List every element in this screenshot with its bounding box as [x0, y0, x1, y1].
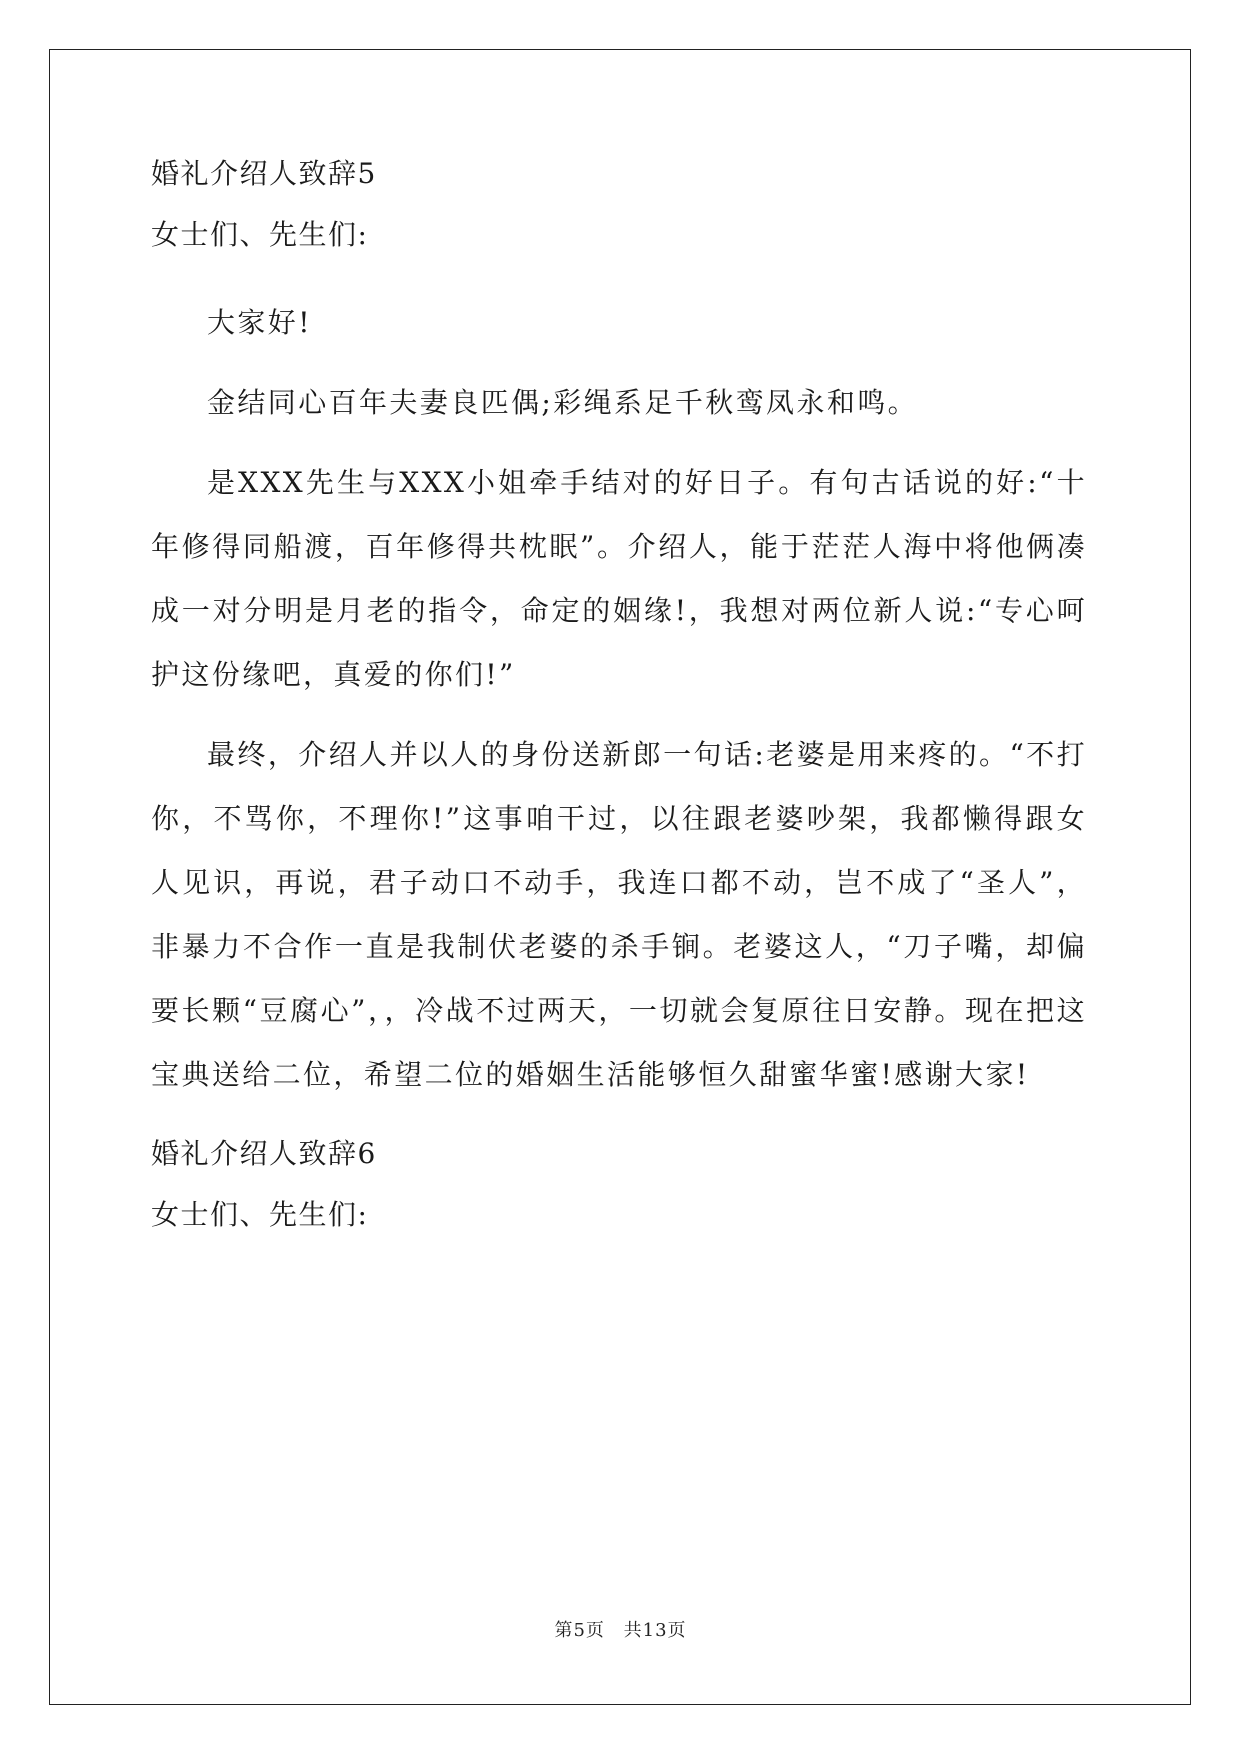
page-total: 共13页	[623, 1620, 687, 1641]
document-body	[151, 150, 1087, 1239]
section-5-title: 婚礼介绍人致辞5	[151, 157, 377, 190]
page-footer	[0, 1616, 1241, 1642]
section-6-salutation: 女士们、先生们:	[151, 1198, 369, 1231]
paragraph-couplet: 金结同心百年夫妻良匹偶;彩绳系足千秋鸾凤永和鸣。	[207, 386, 919, 419]
section-5-salutation: 女士们、先生们:	[151, 218, 369, 251]
page-number: 第5页	[554, 1620, 605, 1641]
paragraph-greeting: 大家好!	[207, 306, 312, 339]
paragraph-advice: 最终，介绍人并以人的身份送新郎一句话:老婆是用来疼的。“不打你，不骂你，不理你!”这事咱干过，以往跟老婆吵架，我都懒得跟女人见识，再说，君子动口不动手，我连口都不动，岂不成了“圣人”，非暴力不合作一直是我制伏老婆的杀手锏。老婆这人，“刀子嘴，却偏要长颗“豆腐心”，，冷战不过两天，一切就会复原往日安静。现在把这宝典送给二位，希望二位的婚姻生活能够恒久甜蜜华蜜!感谢大家!	[151, 738, 1087, 1091]
section-6-title: 婚礼介绍人致辞6	[151, 1137, 377, 1170]
paragraph-blessing: 是XXX先生与XXX小姐牵手结对的好日子。有句古话说的好:“十年修得同船渡，百年修得共枕眠”。介绍人，能于茫茫人海中将他俩凑成一对分明是月老的指令，命定的姻缘!，我想对两位新人说:“专心呵护这份缘吧，真爱的你们!”	[151, 466, 1087, 691]
